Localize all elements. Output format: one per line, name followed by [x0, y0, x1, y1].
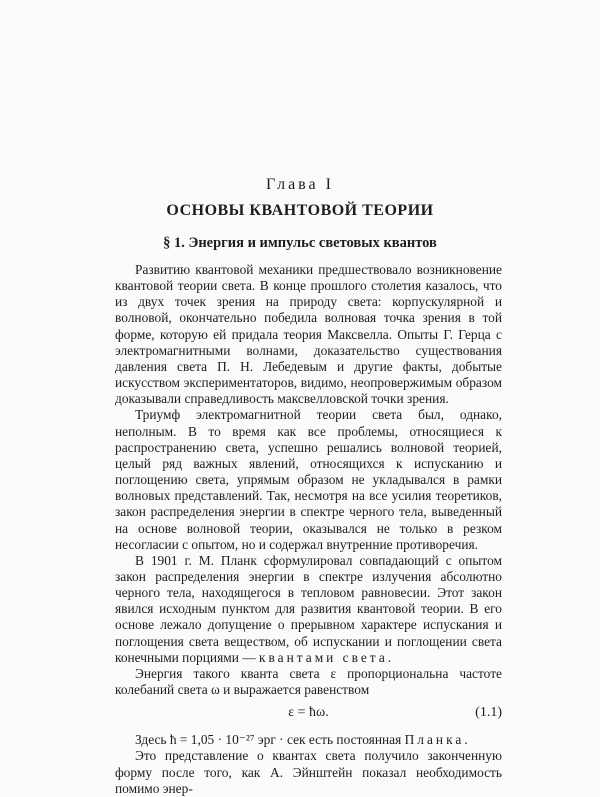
paragraph-5-emphasis: Планка.	[404, 732, 471, 748]
paragraph-6: Это представление о квантах света получило законченную форму после того, как А. Эйнштейн показал необходимость помимо энер-	[115, 748, 502, 796]
equation-formula: ε = ħω.	[288, 705, 329, 721]
paragraph-2: Триумф электромагнитной теории света был, однако, неполным. В то время как все проблемы, относящиеся к распространению света, успешно решались волновой теорией, целый ряд важных явлений, относящихся к испусканию и поглощению света, упрямым образом не укладывался в рамки волновых представлений. Так, несмотря на все усилия теоретиков, закон распределения энергии в спектре черного тела, выведенный на основе волновой теории, оказывался не только в резком несогласии с опытом, но и содержал внутренние противоречия.	[115, 407, 502, 552]
chapter-title: ОСНОВЫ КВАНТОВОЙ ТЕОРИИ	[166, 202, 434, 219]
body-text	[115, 262, 502, 797]
paragraph-5-text: Здесь ħ = 1,05 · 10⁻²⁷ эрг · сек есть постоянная	[135, 732, 402, 748]
paragraph-1: Развитию квантовой механики предшествовало возникновение квантовой теории света. В конце прошлого столетия казалось, что из двух точек зрения на природу света: корпускулярной и волновой, окончательно победила волновая точка зрения в той форме, которую ей придала теория Максвелла. Опыты Г. Герца с электромагнитными волнами, доказательство существования давления света П. Н. Лебедевым и другие факты, добытые искусством экспериментаторов, видимо, неопровержимым образом доказывали справедливость максвелловской точки зрения.	[115, 262, 502, 407]
paragraph-3-emphasis: квантами света.	[258, 649, 395, 665]
equation-1-1	[115, 703, 502, 725]
paragraph-3-text: В 1901 г. М. Планк сформулировал совпадающий с опытом закон распределения энергии в спектре излучения абсолютно черного тела, находящегося в тепловом равновесии. Этот закон явился исходным пунктом для развития квантовой теории. В его основе лежало допущение о прерывном характере испускания и поглощения света веществом, об испускании и поглощении света конечными порциями —	[115, 552, 502, 665]
paragraph-4: Энергия такого кванта света ε пропорциональна частоте колебаний света ω и выражается равенством	[115, 665, 502, 698]
equation-number: (1.1)	[475, 705, 502, 721]
paragraph-3	[115, 553, 502, 666]
paragraph-5	[115, 732, 502, 748]
section-title: § 1. Энергия и импульс световых квантов	[163, 235, 437, 251]
chapter-label: Глава I	[266, 176, 334, 193]
